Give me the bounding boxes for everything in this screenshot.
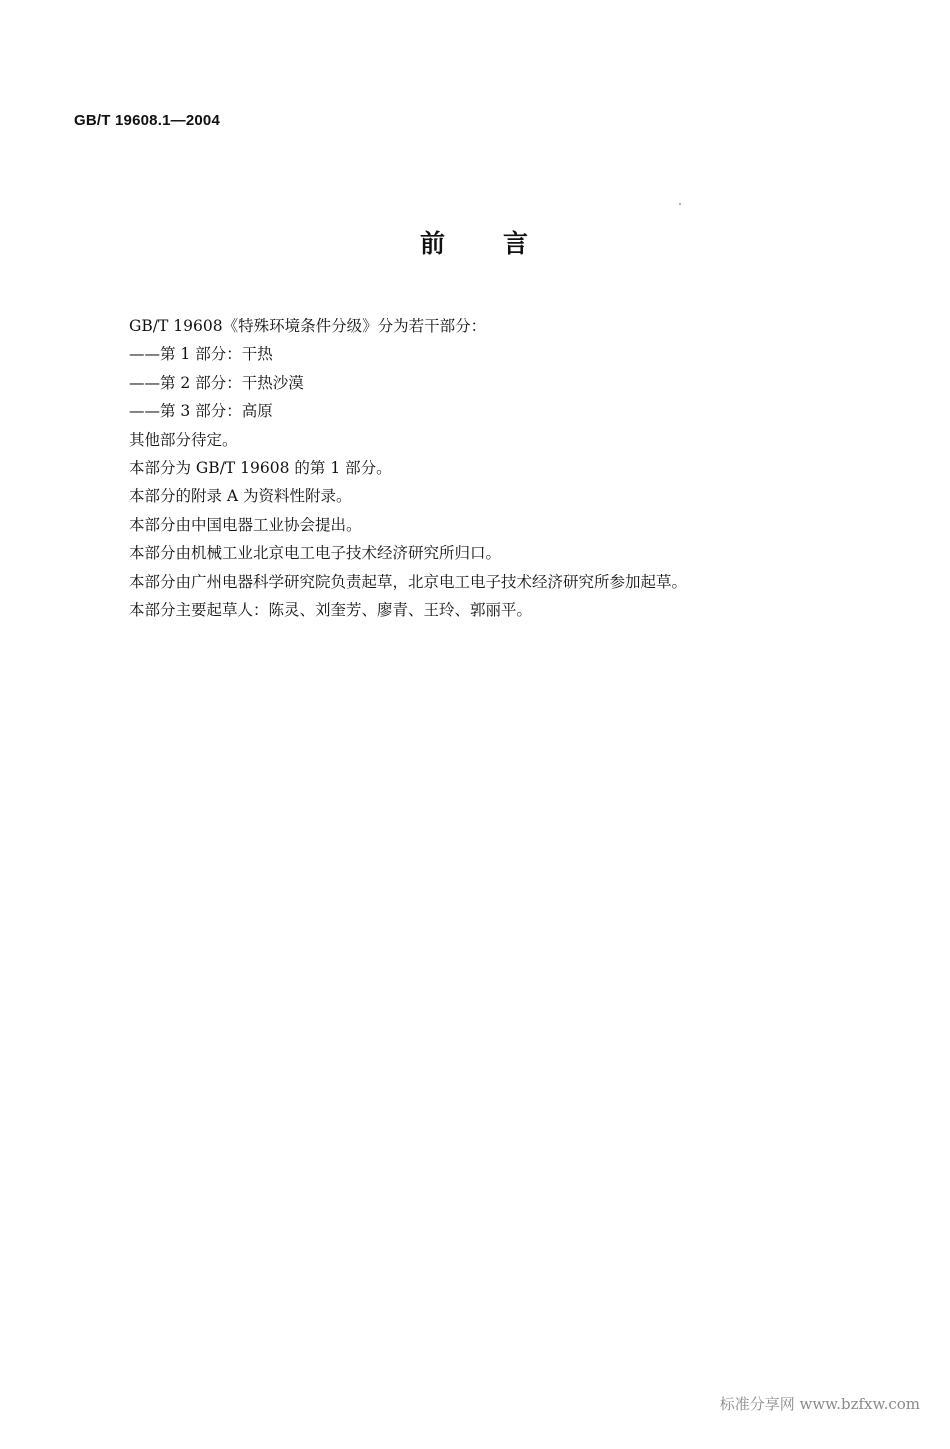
foreword-line: 本部分为 GB/T 19608 的第 1 部分。 [129, 458, 392, 477]
standard-code: GB/T 19608.1—2004 [74, 112, 220, 129]
page-title-char-1: 前 [419, 229, 447, 258]
foreword-line: 本部分由机械工业北京电工电子技术经济研究所归口。 [129, 544, 502, 563]
foreword-line: 本部分的附录 A 为资料性附录。 [129, 487, 352, 506]
foreword-body [129, 314, 687, 626]
foreword-line: 本部分主要起草人：陈灵、刘奎芳、廖青、王玲、郭丽平。 [129, 600, 533, 619]
footer-watermark: 标准分享网 www.bzfxw.com [719, 1395, 920, 1413]
page-title [0, 224, 950, 260]
page-title-char-2: 言 [503, 229, 531, 258]
foreword-line: ——第 3 部分：高原 [129, 402, 273, 421]
foreword-line: ——第 1 部分：干热 [129, 345, 273, 364]
foreword-line: 本部分由广州电器科学研究院负责起草，北京电工电子技术经济研究所参加起草。 [129, 572, 688, 591]
foreword-line: 本部分由中国电器工业协会提出。 [129, 515, 362, 534]
foreword-line: GB/T 19608《特殊环境条件分级》分为若干部分： [129, 317, 487, 335]
scan-speck [679, 203, 681, 205]
foreword-line: ——第 2 部分：干热沙漠 [129, 373, 304, 392]
foreword-line: 其他部分待定。 [129, 430, 238, 449]
